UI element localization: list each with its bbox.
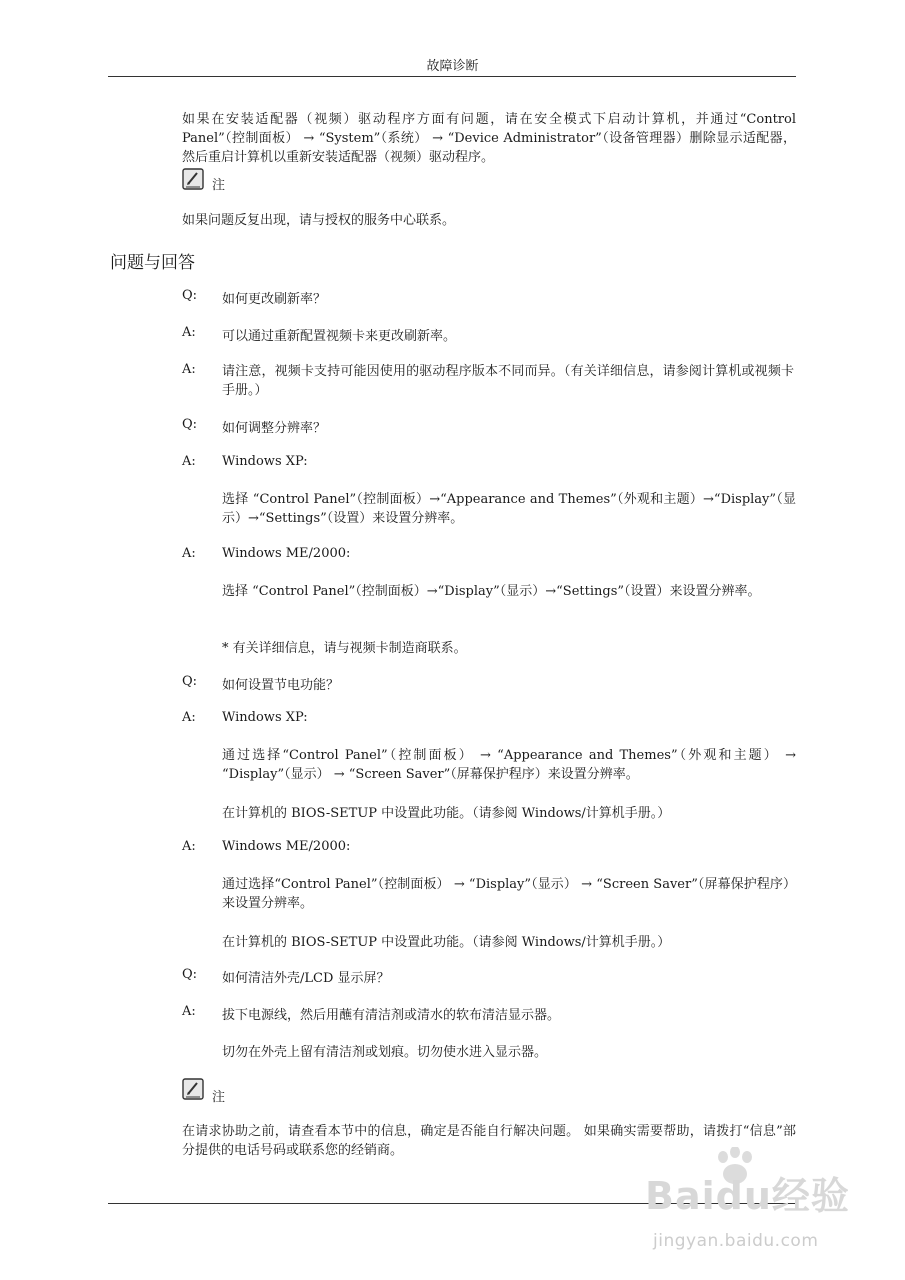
qa-answer: 拔下电源线，然后用蘸有清洁剂或清水的软布清洁显示器。 bbox=[222, 1008, 561, 1023]
qa-answer-detail: 通过选择“Control Panel”（控制面板） → “Display”（显示） → “Screen Saver”（屏幕保护程序）来设置分辨率。 bbox=[222, 877, 796, 911]
qa-answer: 请注意，视频卡支持可能因使用的驱动程序版本不同而异。（有关详细信息，请参阅计算机或视频卡手册。） bbox=[222, 364, 794, 398]
qa-question: 如何调整分辨率？ bbox=[222, 421, 327, 436]
qa-answer-detail: 切勿在外壳上留有清洁剂或划痕。切勿使水进入显示器。 bbox=[222, 1045, 548, 1060]
qa-answer-detail: 通过选择“Control Panel”（控制面板） → “Appearance and Themes”（外观和主题） → “Display”（显示） → “Screen Saver”（屏幕保护程序）来设置分辨率。 bbox=[222, 748, 796, 782]
qa-answer-detail: 选择 “Control Panel”（控制面板）→“Appearance and Themes”（外观和主题）→“Display”（显示）→“Settings”（设置）来设置分辨率。 bbox=[222, 492, 796, 526]
note-pencil-icon bbox=[182, 1078, 204, 1100]
qa-label-a: A: bbox=[182, 839, 196, 854]
qa-footnote: * 有关详细信息，请与视频卡制造商联系。 bbox=[222, 641, 467, 656]
baidu-watermark bbox=[645, 1145, 855, 1270]
qa-label-a: A: bbox=[182, 325, 196, 340]
qa-label-q: Q: bbox=[182, 288, 198, 303]
qa-answer: Windows ME/2000: bbox=[222, 839, 351, 854]
note-pencil-icon bbox=[182, 168, 204, 190]
qa-answer: Windows XP: bbox=[222, 710, 308, 725]
watermark-url: jingyan.baidu.com bbox=[653, 1231, 819, 1251]
watermark-brand: Baidu经验 bbox=[645, 1174, 850, 1218]
qa-answer: Windows XP: bbox=[222, 454, 308, 469]
section-heading: 问题与回答 bbox=[110, 253, 195, 273]
qa-answer-detail: 选择 “Control Panel”（控制面板）→“Display”（显示）→“Settings”（设置）来设置分辨率。 bbox=[222, 584, 761, 599]
qa-label-a: A: bbox=[182, 454, 196, 469]
qa-label-a: A: bbox=[182, 362, 196, 377]
note-label: 注 bbox=[212, 1090, 226, 1105]
note-text: 如果问题反复出现，请与授权的服务中心联系。 bbox=[182, 213, 456, 228]
qa-answer: 可以通过重新配置视频卡来更改刷新率。 bbox=[222, 329, 457, 344]
qa-answer-detail: 在计算机的 BIOS-SETUP 中设置此功能。（请参阅 Windows/计算机手册。） bbox=[222, 935, 671, 950]
qa-label-q: Q: bbox=[182, 674, 198, 689]
qa-label-a: A: bbox=[182, 546, 196, 561]
qa-question: 如何更改刷新率？ bbox=[222, 292, 327, 307]
qa-question: 如何设置节电功能？ bbox=[222, 678, 340, 693]
qa-label-q: Q: bbox=[182, 417, 198, 432]
intro-paragraph: 如果在安装适配器（视频）驱动程序方面有问题，请在安全模式下启动计算机，并通过“Control Panel”（控制面板） → “System”（系统） → “Device Administrator”（设备管理器）删除显示适配器，然后重启计算机以重新安装适配器（视频）驱动程序。 bbox=[182, 112, 796, 165]
header-rule bbox=[108, 76, 796, 77]
qa-answer: Windows ME/2000: bbox=[222, 546, 351, 561]
note-label: 注 bbox=[212, 178, 226, 193]
qa-answer-detail: 在计算机的 BIOS-SETUP 中设置此功能。（请参阅 Windows/计算机手册。） bbox=[222, 806, 671, 821]
qa-label-a: A: bbox=[182, 710, 196, 725]
qa-question: 如何清洁外壳/LCD 显示屏？ bbox=[222, 971, 390, 986]
footer-note-text: 在请求协助之前，请查看本节中的信息，确定是否能自行解决问题。 如果确实需要帮助，请拨打“信息”部分提供的电话号码或联系您的经销商。 bbox=[182, 1124, 796, 1158]
page-header-title: 故障诊断 bbox=[426, 59, 479, 74]
qa-label-a: A: bbox=[182, 1004, 196, 1019]
qa-label-q: Q: bbox=[182, 967, 198, 982]
